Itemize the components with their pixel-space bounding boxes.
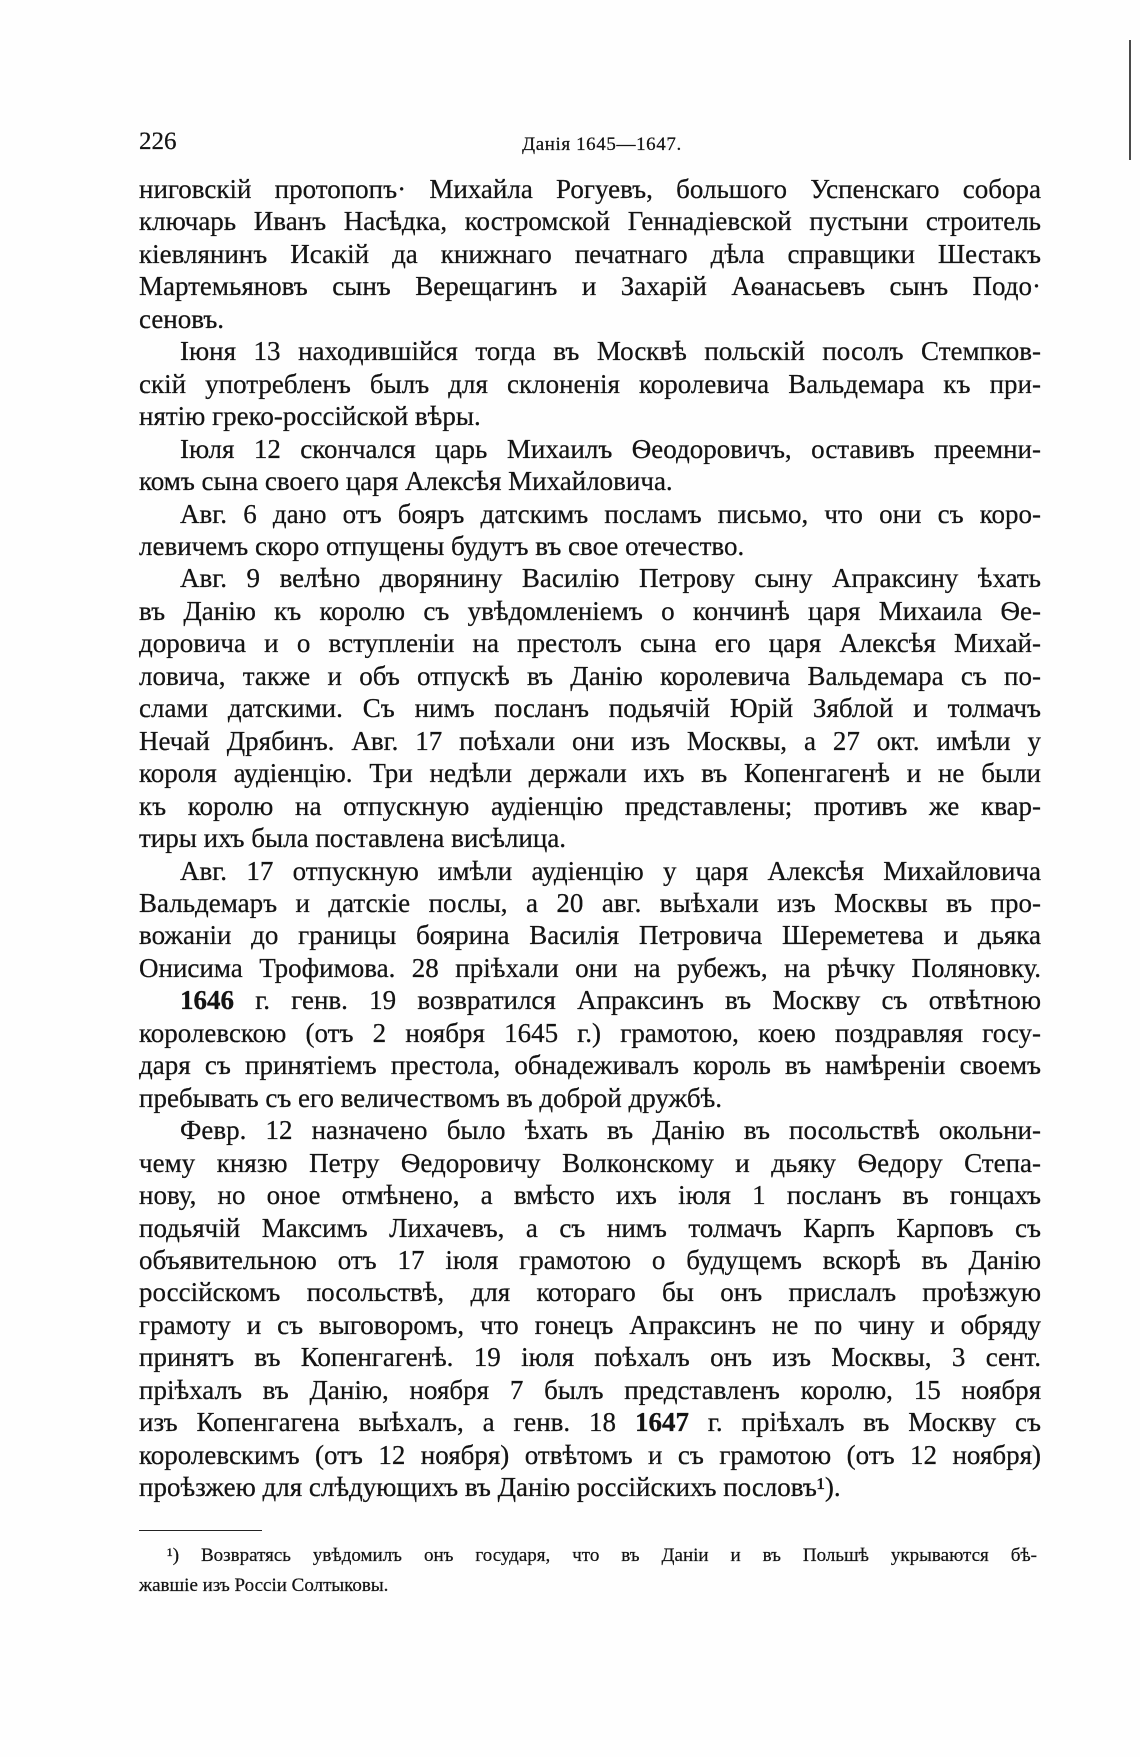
text-line: королевскимъ (отъ 12 ноября) отвѣтомъ и съ грамотою (отъ 12 ноября) xyxy=(139,1439,1041,1470)
text-line: скій употребленъ былъ для склоненія королевича Вальдемара къ при- xyxy=(139,368,1041,399)
paragraph xyxy=(139,562,1041,854)
paragraph xyxy=(139,173,1041,335)
text-line: Вальдемаръ и датскіе послы, а 20 авг. выѣхали изъ Москвы въ про- xyxy=(139,887,1041,918)
text-line: Нечай Дрябинъ. Авг. 17 поѣхали они изъ Москвы, а 27 окт. имѣли у xyxy=(139,725,1041,756)
text-line: доровича и о вступленіи на престолъ сына его царя Алексѣя Михай- xyxy=(139,628,1041,659)
text-line: Іюля 12 скончался царь Михаилъ Ѳеодоровичъ, оставивъ преемни- xyxy=(180,433,1041,464)
text-line: принятъ въ Копенгагенѣ. 19 іюля поѣхалъ онъ изъ Москвы, 3 сент. xyxy=(139,1342,1041,1373)
text-line: къ королю на отпускную аудіенцію представлены; противъ же квар- xyxy=(139,790,1041,821)
text-line: комъ сына своего царя Алексѣя Михайловича. xyxy=(139,466,673,497)
paragraph xyxy=(139,498,1041,563)
paragraph xyxy=(139,433,1041,498)
text-line: слами датскими. Съ нимъ посланъ подьячій Юрій Зяблой и толмачъ xyxy=(139,693,1041,724)
running-title: Данія 1645—1647. xyxy=(522,134,682,155)
text-line: нятію греко-россійской вѣры. xyxy=(139,401,481,432)
text-line: Февр. 12 назначено было ѣхать въ Данію въ посольствѣ окольни- xyxy=(180,1115,1041,1146)
text-line: вожаніи до границы боярина Василія Петровича Шереметева и дьяка xyxy=(139,920,1041,951)
text-line: сеновъ. xyxy=(139,303,225,334)
text-line: ключарь Иванъ Насѣдка, костромской Геннадіевской пустыни строитель xyxy=(139,206,1041,237)
footnote-line: ¹) Возвратясь увѣдомилъ онъ государя, что въ Даніи и въ Польшѣ укрываются бѣ- xyxy=(167,1545,1037,1566)
text-line: Авг. 6 дано отъ бояръ датскимъ посламъ письмо, что они съ коро- xyxy=(180,498,1041,529)
text-line: россійскомъ посольствѣ, для котораго бы онъ прислалъ проѣзжую xyxy=(139,1277,1041,1308)
text-line: Іюня 13 находившійся тогда въ Москвѣ польскій посолъ Стемпков- xyxy=(180,336,1041,367)
text-line: Авг. 9 велѣно дворянину Василію Петрову сыну Апраксину ѣхать xyxy=(180,563,1041,594)
text-line: Онисима Трофимова. 28 пріѣхали они на рубежъ, на рѣчку Поляновку. xyxy=(139,952,1041,983)
text-line xyxy=(139,984,1041,1016)
text-line: тиры ихъ была поставлена висѣлица. xyxy=(139,823,567,854)
scan-edge-line xyxy=(1129,40,1131,160)
text-line: ловича, также и объ отпускѣ въ Данію королевича Вальдемара съ по- xyxy=(139,660,1041,691)
body-text xyxy=(139,173,1041,1504)
text-line: пріѣхалъ въ Данію, ноября 7 былъ представленъ королю, 15 ноября xyxy=(139,1374,1041,1405)
text-line: объявительною отъ 17 іюля грамотою о будущемъ вскорѣ въ Данію xyxy=(139,1244,1041,1275)
text-line: Авг. 17 отпускную имѣли аудіенцію у царя Алексѣя Михайловича xyxy=(180,855,1041,886)
paragraph xyxy=(139,855,1041,985)
text-line: подьячій Максимъ Лихачевъ, а съ нимъ толмачъ Карпъ Карповъ съ xyxy=(139,1212,1041,1243)
footnote-rule xyxy=(139,1530,262,1531)
page-number: 226 xyxy=(139,128,177,155)
text-line: грамоту и съ выговоромъ, что гонецъ Апраксинъ не по чину и обряду xyxy=(139,1309,1041,1340)
text-line: ниговскій протопопъ· Михайла Рогуевъ, большого Успенскаго собора xyxy=(139,174,1041,204)
text-line: левичемъ скоро отпущены будутъ въ свое отечество. xyxy=(139,530,745,561)
paragraph xyxy=(139,984,1041,1114)
text-line xyxy=(139,1406,1041,1438)
footnote-line: жавшіе изъ Россіи Солтыковы. xyxy=(139,1575,389,1596)
text-line-lead: изъ Копенгагена выѣхалъ, а генв. 18 xyxy=(139,1407,635,1438)
text-line: Мартемьяновъ сынъ Верещагинъ и Захарій Аѳанасьевъ сынъ Подо· xyxy=(139,271,1041,302)
paragraph xyxy=(139,335,1041,432)
text-line: королевскою (отъ 2 ноября 1645 г.) грамотою, коею поздравляя госу- xyxy=(139,1017,1041,1048)
footnote xyxy=(139,1541,1037,1601)
text-line: короля аудіенцію. Три недѣли держали ихъ въ Копенгагенѣ и не были xyxy=(139,758,1041,789)
text-line: чему князю Петру Ѳедоровичу Волконскому и дьяку Ѳедору Степа- xyxy=(139,1147,1041,1178)
text-line: нову, но оное отмѣнено, а вмѣсто ихъ іюля 1 посланъ въ гонцахъ xyxy=(139,1180,1041,1211)
paragraph xyxy=(139,1114,1041,1503)
text-line: пребывать съ его величествомъ въ доброй дружбѣ. xyxy=(139,1082,722,1113)
text-line: проѣзжею для слѣдующихъ въ Данію россійскихъ пословъ¹). xyxy=(139,1472,841,1503)
text-line: даря съ принятіемъ престола, обнадеживалъ король въ намѣреніи своемъ xyxy=(139,1050,1041,1081)
bold-year: 1646 xyxy=(180,985,234,1016)
text-line-rest: г. пріѣхалъ въ Москву съ xyxy=(688,1407,1041,1438)
bold-year: 1647 xyxy=(634,1407,689,1438)
text-line: кіевлянинъ Исакій да книжнаго печатнаго дѣла справщики Шестакъ xyxy=(139,238,1041,269)
text-line-rest: г. генв. 19 возвратился Апраксинъ въ Москву съ отвѣтною xyxy=(234,985,1041,1016)
text-line: въ Данію къ королю съ увѣдомленіемъ о кончинѣ царя Михаила Ѳе- xyxy=(139,595,1041,626)
